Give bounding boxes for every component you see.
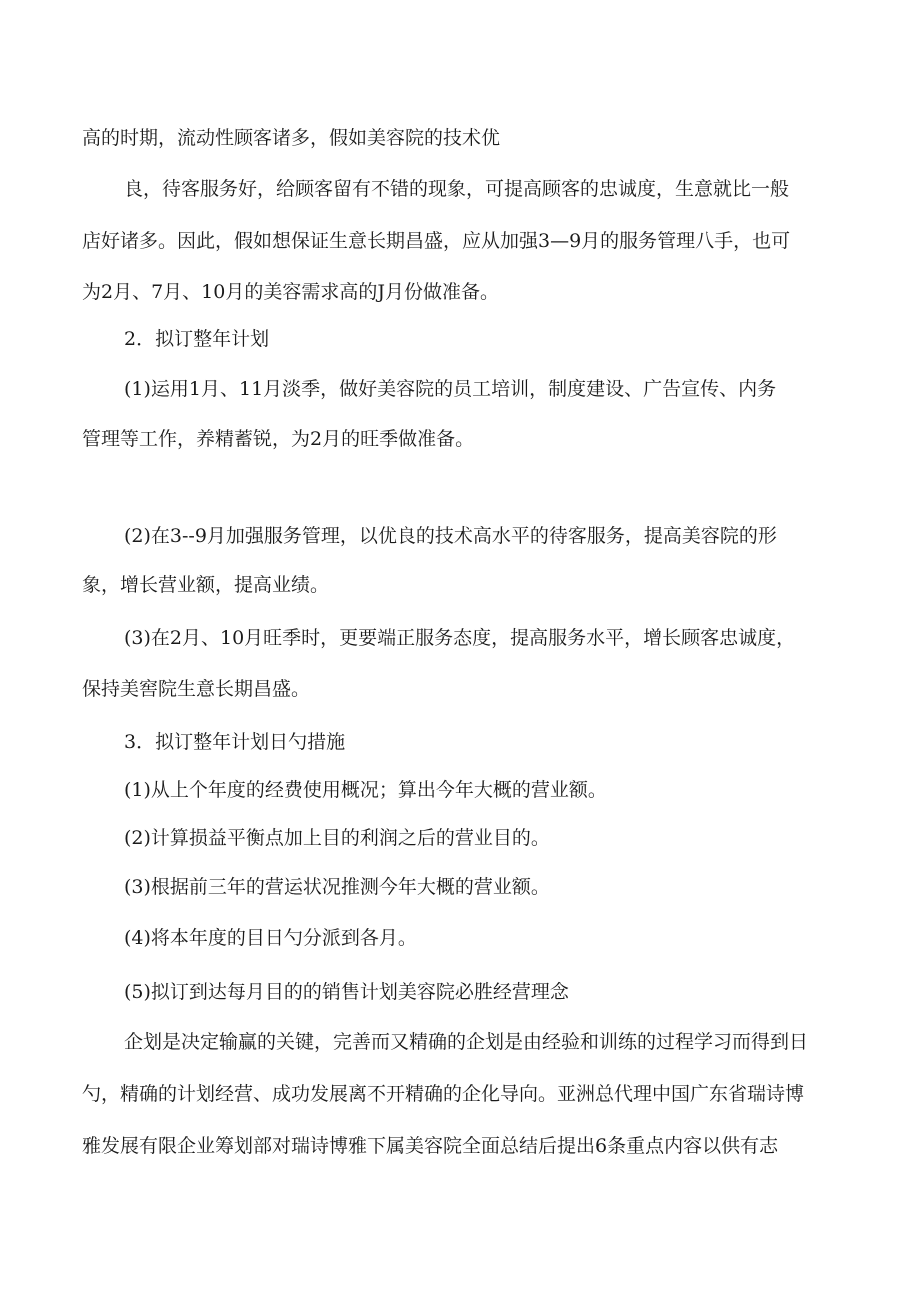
list-item: (3)在2月、10月旺季时，更要端正服务态度，提高服务水平，增长顾客忠诚度，: [124, 627, 796, 649]
list-item: (5)拟订到达每月目的的销售计划美容院必胜经营理念: [124, 981, 569, 1003]
paragraph-line: 管理等工作，养精蓄锐，为2月的旺季做准备。: [82, 428, 475, 450]
section-heading: 3．拟订整年计划日勺措施: [124, 731, 346, 753]
paragraph-line: 良，待客服务好，给顾客留有不错的现象，可提高顾客的忠诚度，生意就比一般: [124, 178, 790, 200]
paragraph-line: 保持美窖院生意长期昌盛。: [82, 678, 311, 700]
list-item: (2)在3--9月加强服务管理，以优良的技术高水平的待客服务，提高美容院的形: [124, 525, 777, 547]
paragraph-line: 雅发展有限企业筹划部对瑞诗博雅下属美容院全面总结后提出6条重点内容以供有志: [82, 1135, 779, 1157]
paragraph-line: 为2月、7月、10月的美容需求高的J月份做准备。: [82, 281, 499, 303]
list-item: (3)根据前三年的营运状况推测今年大概的营业额。: [124, 876, 550, 898]
paragraph-line: 象，增长营业额，提高业绩。: [82, 574, 330, 596]
list-item: (2)计算损益平衡点加上目的利润之后的营业目的。: [124, 827, 550, 849]
list-item: (1)从上个年度的经费使用概况；算出今年大概的营业额。: [124, 779, 607, 801]
paragraph-line: 勺，精确的计划经营、成功发展离不开精确的企化导向。亚洲总代理中国广东省瑞诗博: [82, 1083, 805, 1105]
paragraph-line: 企划是决定输赢的关键，完善而又精确的企划是由经验和训练的过程学习而得到日: [124, 1031, 809, 1053]
list-item: (4)将本年度的目日勺分派到各月。: [124, 927, 417, 949]
list-item: (1)运用1月、11月淡季，做好美容院的员工培训，制度建设、广告宣传、内务: [124, 378, 777, 400]
section-heading: 2．拟订整年计划: [124, 328, 270, 350]
paragraph-line: 店好诸多。因此，假如想保证生意长期昌盛，应从加强3—9月的服务管理八手，也可: [82, 230, 791, 252]
paragraph-line: 高的时期，流动性顾客诸多，假如美容院的技术优: [82, 127, 501, 149]
